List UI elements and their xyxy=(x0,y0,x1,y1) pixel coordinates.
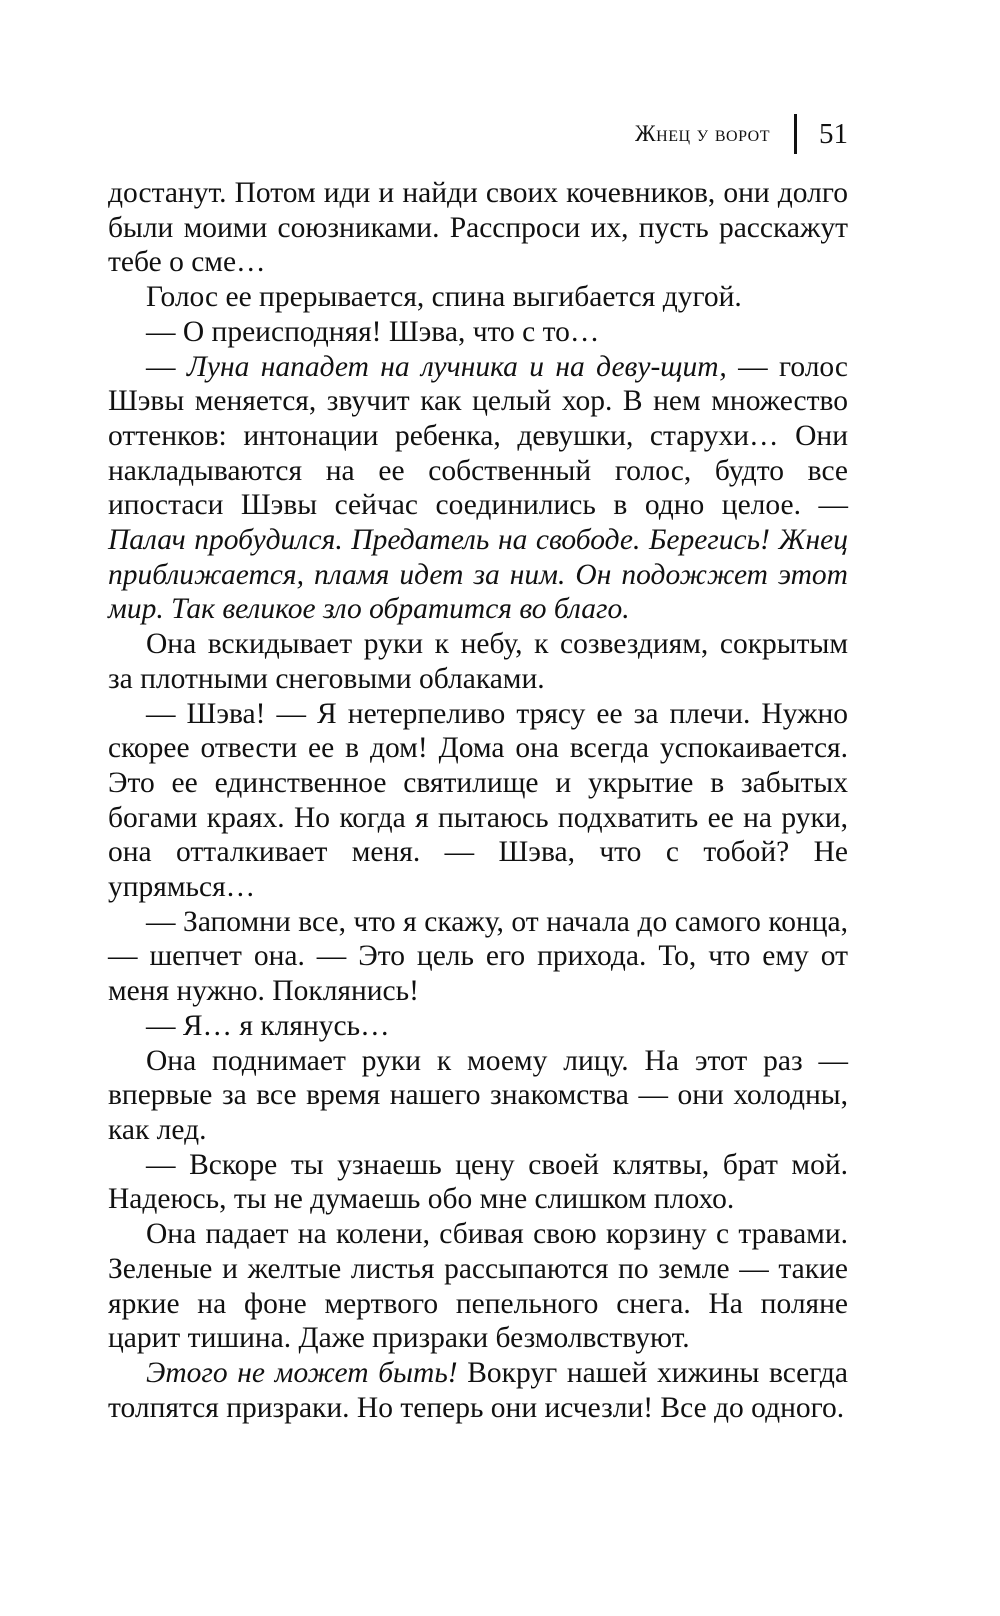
paragraph xyxy=(108,1356,848,1425)
paragraph xyxy=(108,1217,848,1356)
paragraph xyxy=(108,350,848,628)
paragraph xyxy=(108,1044,848,1148)
text-segment: Голос ее прерывается, спина выгибается дугой. xyxy=(146,281,742,314)
paragraph xyxy=(108,176,848,280)
italic-text: Палач пробудился. Предатель на свободе. Берегись! Жнец приближается, пламя идет за ним. Он подожжет этот мир. Так великое зло обратится во благо. xyxy=(108,524,848,626)
text-segment: Она поднимает руки к моему лицу. На этот раз — впервые за все время нашего знакомства — они холодны, как лед. xyxy=(108,1044,848,1146)
text-segment: Вокруг нашей хижины всегда толпятся призраки. Но теперь они исчезли! Все до одного. xyxy=(108,1356,848,1424)
text-segment: — голос Шэвы меняется, звучит как целый хор. В нем множество оттенков: интонации ребенка, девушки, старухи… Они накладываются на ее собственный голос, будто все ипостаси Шэвы сейчас соединились в одно целое. — xyxy=(108,350,849,522)
text-segment: Она вскидывает руки к небу, к созвездиям, сокрытым за плотными снеговыми облаками. xyxy=(108,628,848,695)
header-divider xyxy=(794,114,797,154)
text-segment: — О преисподняя! Шэва, что с то… xyxy=(146,315,600,348)
text-segment: — xyxy=(146,350,187,383)
page-number: 51 xyxy=(819,117,848,150)
text-segment: — Запомни все, что я скажу, от начала до самого конца, — шепчет она. — Это цель его прихода. То, что ему от меня нужно. Поклянись! xyxy=(108,905,848,1008)
paragraph xyxy=(108,697,848,905)
text-segment: — Шэва! — Я нетерпеливо трясу ее за плечи. Нужно скорее отвести ее в дом! Дома она всегда успокаивается. Это ее единственное святилище и укрытие в забытых богами краях. Но когда я пытаюсь подхватить ее на руки, она отталкивает меня. — Шэва, что с тобой? Не упрямься… xyxy=(108,697,848,904)
body-text xyxy=(108,176,848,1425)
paragraph xyxy=(108,280,848,315)
paragraph xyxy=(108,627,848,696)
text-segment: достанут. Потом иди и найди своих кочевников, они долго были моими союзниками. Расспроси их, пусть расскажут тебе о сме… xyxy=(108,177,848,279)
italic-text: Луна нападет на лучника и на деву-щит, xyxy=(186,350,727,383)
text-segment: — Вскоре ты узнаешь цену своей клятвы, брат мой. Надеюсь, ты не думаешь обо мне слишком плохо. xyxy=(108,1148,848,1216)
paragraph xyxy=(108,1009,848,1044)
italic-text: Этого не может быть! xyxy=(146,1356,458,1389)
running-header xyxy=(635,112,848,156)
running-title: Жнец у ворот xyxy=(635,121,770,146)
paragraph xyxy=(108,1148,848,1217)
text-segment: — Я… я клянусь… xyxy=(146,1009,390,1042)
paragraph xyxy=(108,315,848,350)
text-segment: Она падает на колени, сбивая свою корзину с травами. Зеленые и желтые листья рассыпаются по земле — такие яркие на фоне мертвого пепельного снега. На поляне царит тишина. Даже призраки безмолвствуют. xyxy=(108,1218,848,1355)
paragraph xyxy=(108,905,848,1009)
